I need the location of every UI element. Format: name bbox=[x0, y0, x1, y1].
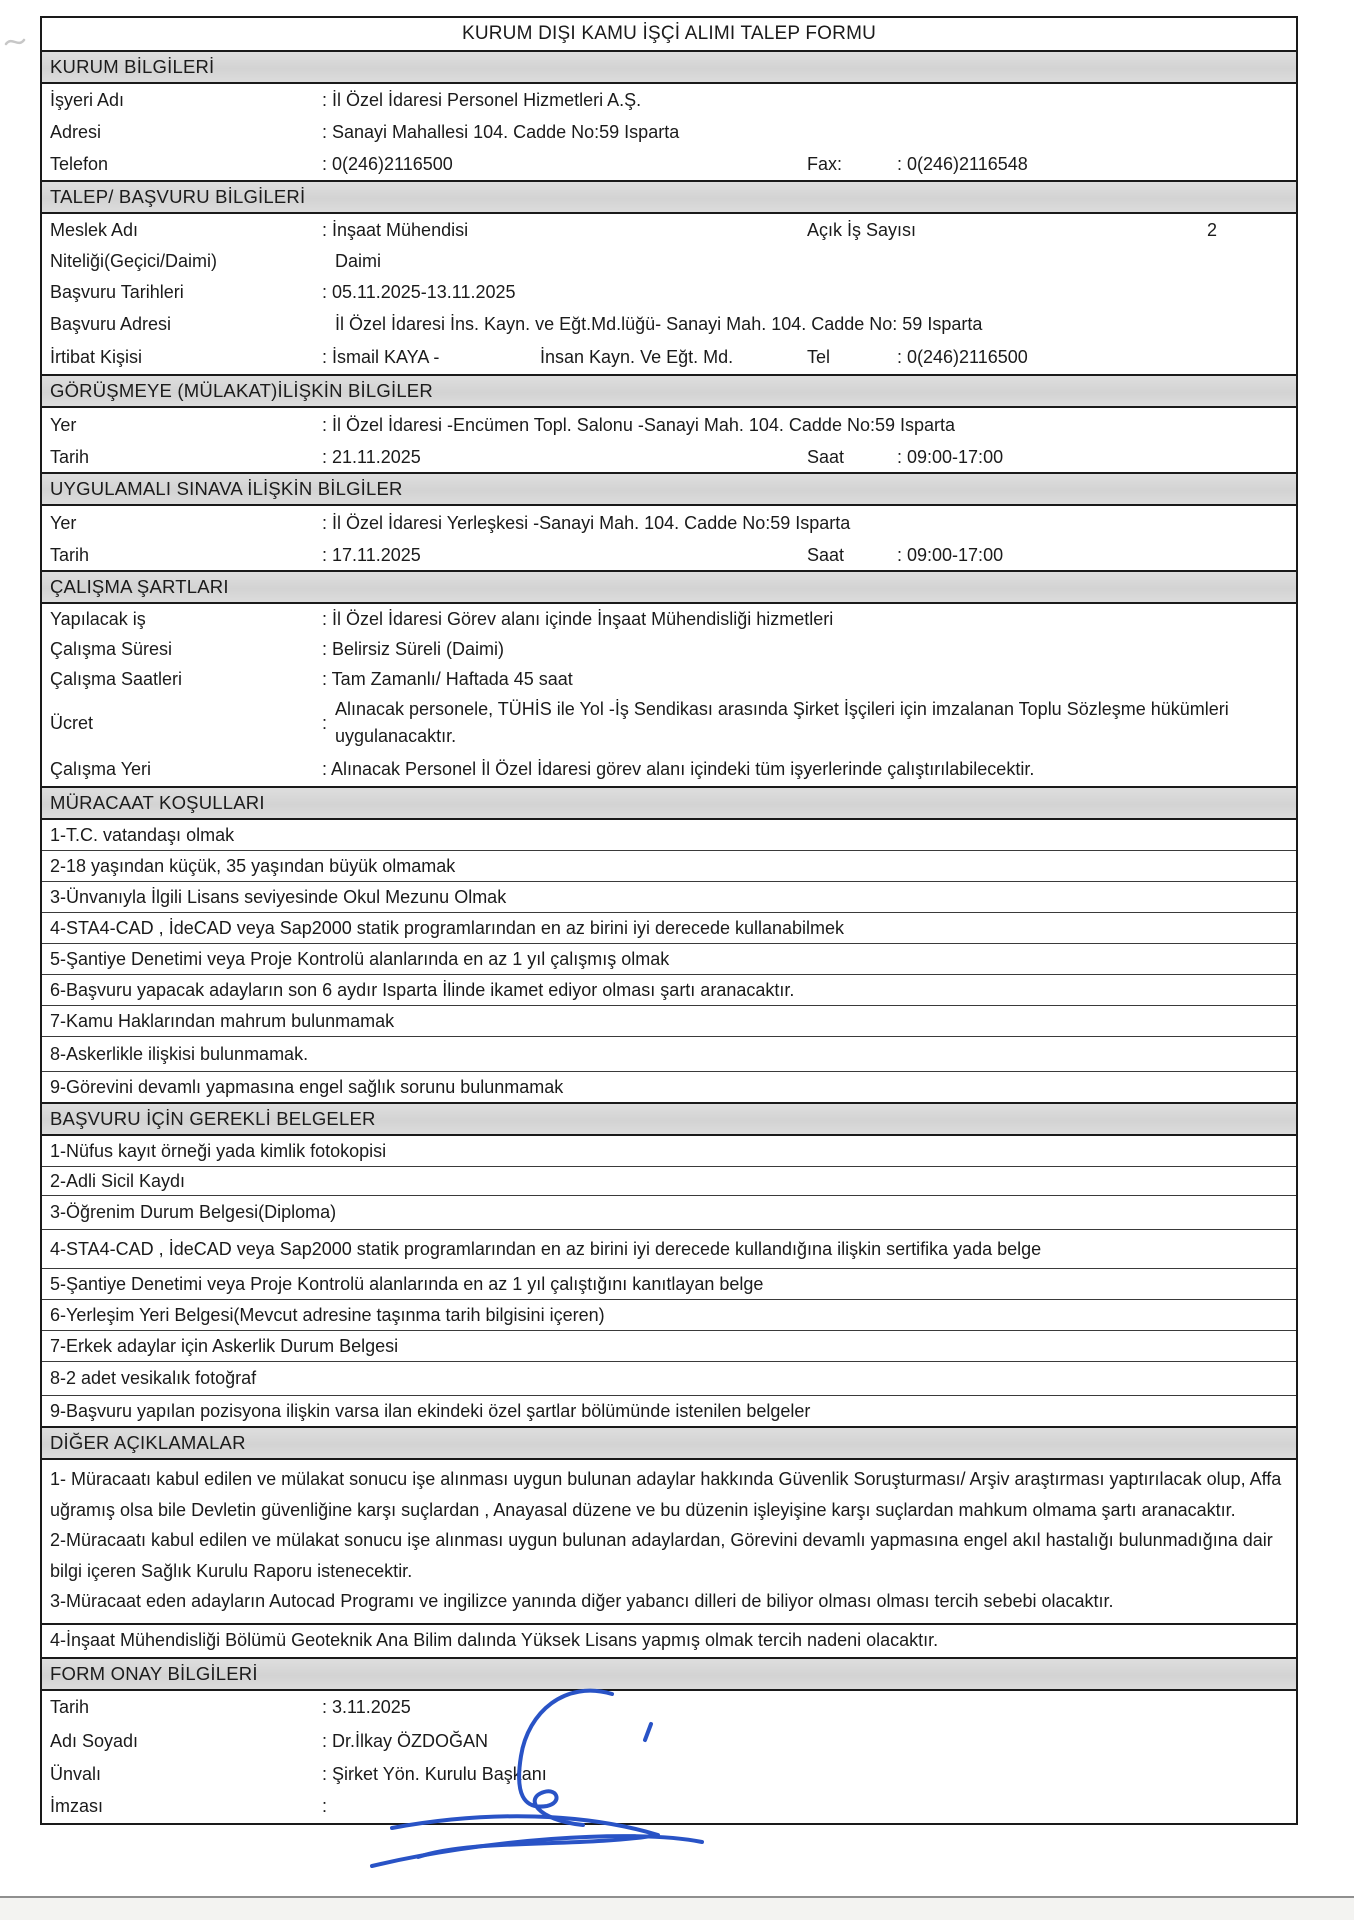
field-value: : İnşaat Mühendisi bbox=[322, 219, 469, 240]
section-header-calisma-sartlari: ÇALIŞMA ŞARTLARI bbox=[42, 570, 1296, 604]
section-header-gerekli-belgeler: BAŞVURU İÇİN GEREKLİ BELGELER bbox=[42, 1102, 1296, 1136]
field-row-sinav-tarih bbox=[42, 540, 1296, 570]
field-row-meslek-adi bbox=[42, 214, 1296, 246]
field-value: : Belirsiz Süreli (Daimi) bbox=[322, 638, 505, 659]
field-row-telefon bbox=[42, 148, 1296, 180]
list-item: 7-Erkek adaylar için Askerlik Durum Belgesi bbox=[42, 1331, 1296, 1362]
list-item: 6-Başvuru yapacak adayların son 6 aydır Isparta İlinde ikamet ediyor olması şartı aranacaktır. bbox=[42, 975, 1296, 1006]
field-label-tel: Tel bbox=[807, 346, 831, 367]
field-row-calisma-saatleri bbox=[42, 664, 1296, 694]
diger-paragraphs bbox=[42, 1460, 1296, 1623]
scan-edge-line bbox=[0, 1896, 1354, 1920]
field-row-ucret bbox=[42, 694, 1296, 752]
field-row-yapilacak-is bbox=[42, 604, 1296, 634]
field-value: : 0(246)2116500 bbox=[322, 153, 453, 174]
section-header-diger-aciklamalar: DİĞER AÇIKLAMALAR bbox=[42, 1426, 1296, 1460]
list-item: 8-Askerlikle ilişkisi bulunmamak. bbox=[42, 1037, 1296, 1072]
paragraph: 3-Müracaat eden adayların Autocad Programı ve ingilizce yanında diğer yabancı dilleri de biliyor olması olması tercih sebebi olacaktır. bbox=[50, 1591, 1114, 1611]
field-row-sinav-yer bbox=[42, 506, 1296, 540]
field-row-gorusme-yer bbox=[42, 408, 1296, 442]
field-value: : Tam Zamanlı/ Haftada 45 saat bbox=[322, 668, 573, 689]
list-item: 2-18 yaşından küçük, 35 yaşından büyük olmamak bbox=[42, 851, 1296, 882]
field-value: : 05.11.2025-13.11.2025 bbox=[322, 281, 516, 302]
field-label-fax: Fax: bbox=[807, 153, 843, 174]
list-item: 4-STA4-CAD , İdeCAD veya Sap2000 statik programlarından en az birini iyi derecede kullanabilmek bbox=[42, 913, 1296, 944]
list-item: 5-Şantiye Denetimi veya Proje Kontrolü alanlarında en az 1 yıl çalışmış olmak bbox=[42, 944, 1296, 975]
field-value-saat: : 09:00-17:00 bbox=[897, 446, 1004, 467]
field-row-onay-tarih bbox=[42, 1691, 1296, 1725]
list-item: 3-Ünvanıyla İlgili Lisans seviyesinde Okul Mezunu Olmak bbox=[42, 882, 1296, 913]
field-value: Daimi bbox=[335, 250, 382, 271]
list-item: 1-Nüfus kayıt örneği yada kimlik fotokopisi bbox=[42, 1136, 1296, 1167]
field-label: Adresi bbox=[50, 121, 102, 142]
list-item: 4-STA4-CAD , İdeCAD veya Sap2000 statik programlarından en az birini iyi derecede kullandığına ilişkin sertifika yada belge bbox=[42, 1230, 1296, 1269]
belgeler-list bbox=[42, 1136, 1296, 1426]
field-value: : İl Özel İdaresi Personel Hizmetleri A.Ş. bbox=[322, 89, 642, 110]
paragraph: 1- Müracaatı kabul edilen ve mülakat sonucu işe alınması uygun bulunan adaylar hakkında Güvenlik Soruşturması/ Arşiv araştırması yaptırılacak olup, Affa uğramış olsa bile Devletin güvenliğine karşı suçlardan , Anayasal düzene ve bu düzenin işleyişine karşı suçlardan mahkum olmama şartı aranacaktır. bbox=[50, 1469, 1282, 1520]
list-item: 8-2 adet vesikalık fotoğraf bbox=[42, 1362, 1296, 1396]
field-value: : 21.11.2025 bbox=[322, 446, 421, 467]
field-row-niteligi bbox=[42, 246, 1296, 276]
field-value-saat: : 09:00-17:00 bbox=[897, 544, 1004, 565]
section-header-form-onay: FORM ONAY BİLGİLERİ bbox=[42, 1657, 1296, 1691]
field-label: Tarih bbox=[50, 544, 90, 565]
field-label-acik-is-sayisi: Açık İş Sayısı bbox=[807, 219, 917, 240]
field-label: İrtibat Kişisi bbox=[50, 346, 143, 367]
margin-pen-mark bbox=[4, 28, 38, 58]
list-item: 7-Kamu Haklarından mahrum bulunmamak bbox=[42, 1006, 1296, 1037]
list-item: 9-Görevini devamlı yapmasına engel sağlık sorunu bulunmamak bbox=[50, 1076, 564, 1097]
talep-formu bbox=[40, 16, 1298, 1825]
field-label: Tarih bbox=[50, 1697, 90, 1717]
field-value: : 3.11.2025 bbox=[322, 1697, 411, 1717]
list-item: 6-Yerleşim Yeri Belgesi(Mevcut adresine taşınma tarih bilgisini içeren) bbox=[42, 1300, 1296, 1331]
section-header-muracaat-kosullari: MÜRACAAT KOŞULLARI bbox=[42, 786, 1296, 820]
field-row-onay-unvani bbox=[42, 1759, 1296, 1791]
section-header-talep-basvuru: TALEP/ BAŞVURU BİLGİLERİ bbox=[42, 180, 1296, 214]
field-label: Yapılacak iş bbox=[50, 608, 146, 629]
field-label: Tarih bbox=[50, 446, 90, 467]
list-item: 3-Öğrenim Durum Belgesi(Diploma) bbox=[42, 1196, 1296, 1230]
field-value: : Şirket Yön. Kurulu Başkanı bbox=[322, 1764, 547, 1784]
field-row-gorusme-tarih bbox=[42, 442, 1296, 472]
field-value: : İsmail KAYA - bbox=[322, 346, 440, 367]
field-label: Ünvalı bbox=[50, 1764, 102, 1784]
field-row-onay-adi-soyadi bbox=[42, 1725, 1296, 1759]
field-label: Çalışma Süresi bbox=[50, 638, 173, 659]
field-value: : Sanayi Mahallesi 104. Cadde No:59 Isparta bbox=[322, 121, 680, 142]
field-label: Niteliği(Geçici/Daimi) bbox=[50, 250, 218, 271]
field-label: Yer bbox=[50, 512, 77, 533]
field-value: : İl Özel İdaresi -Encümen Topl. Salonu -Sanayi Mah. 104. Cadde No:59 Isparta bbox=[322, 414, 956, 435]
field-value-fax: : 0(246)2116548 bbox=[897, 153, 1028, 174]
field-colon: : bbox=[322, 712, 328, 733]
field-label: Başvuru Tarihleri bbox=[50, 281, 184, 302]
field-label: Adı Soyadı bbox=[50, 1731, 139, 1751]
field-value: : Alınacak Personel İl Özel İdaresi görev alanı içindeki tüm işyerlerinde çalıştırılabilecektir. bbox=[322, 758, 1035, 779]
field-row-basvuru-tarihleri bbox=[42, 276, 1296, 308]
field-label: İşyeri Adı bbox=[50, 89, 125, 110]
section-header-kurum-bilgileri: KURUM BİLGİLERİ bbox=[42, 50, 1296, 84]
field-label: Başvuru Adresi bbox=[50, 313, 172, 334]
list-item: 1-T.C. vatandaşı olmak bbox=[42, 820, 1296, 851]
field-row-calisma-suresi bbox=[42, 634, 1296, 664]
field-label: Meslek Adı bbox=[50, 219, 139, 240]
field-value-irtibat-birim: İnsan Kayn. Ve Eğt. Md. bbox=[540, 346, 734, 367]
list-item: 9-Başvuru yapılan pozisyona ilişkin varsa ilan ekindeki özel şartlar bölümünde istenilen belgeler bbox=[50, 1400, 811, 1421]
field-value: : İl Özel İdaresi Görev alanı içinde İnşaat Mühendisliği hizmetleri bbox=[322, 608, 834, 629]
field-value: : 17.11.2025 bbox=[322, 544, 421, 565]
field-value-tel: : 0(246)2116500 bbox=[897, 346, 1028, 367]
field-value: : Dr.İlkay ÖZDOĞAN bbox=[322, 1731, 489, 1751]
field-value: : bbox=[322, 1796, 328, 1816]
paragraph: 2-Müracaatı kabul edilen ve mülakat sonucu işe alınması uygun bulunan adaylardan, Görevini devamlı yapmasına engel akıl hastalığı bulunmadığına dair bilgi içeren Sağlık Kurulu Raporu istenecektir. bbox=[50, 1530, 1273, 1581]
field-label: Yer bbox=[50, 414, 77, 435]
section-header-sinav: UYGULAMALI SINAVA İLİŞKİN BİLGİLER bbox=[42, 472, 1296, 506]
field-label: Çalışma Yeri bbox=[50, 758, 152, 779]
form-title: KURUM DIŞI KAMU İŞÇİ ALIMI TALEP FORMU bbox=[461, 23, 877, 44]
list-item: 5-Şantiye Denetimi veya Proje Kontrolü alanlarında en az 1 yıl çalıştığını kanıtlayan belge bbox=[42, 1269, 1296, 1300]
field-value: İl Özel İdaresi İns. Kayn. ve Eğt.Md.lüğü- Sanayi Mah. 104. Cadde No: 59 Isparta bbox=[335, 313, 983, 334]
field-value: Alınacak personele, TÜHİS ile Yol -İş Sendikası arasında Şirket İşçileri için imzalanan Toplu Sözleşme hükümleri uygulanacaktır. bbox=[335, 699, 1229, 746]
field-row-isyeri-adi bbox=[42, 84, 1296, 116]
field-row-basvuru-adresi bbox=[42, 308, 1296, 340]
field-label: Telefon bbox=[50, 153, 109, 174]
field-row-irtibat-kisisi bbox=[42, 340, 1296, 374]
diger-item-4: 4-İnşaat Mühendisliği Bölümü Geoteknik Ana Bilim dalında Yüksek Lisans yapmış olmak tercih nadeni olacaktır. bbox=[42, 1623, 1296, 1657]
field-label: İmzası bbox=[50, 1796, 104, 1816]
field-label: Ücret bbox=[50, 712, 94, 733]
field-value: : İl Özel İdaresi Yerleşkesi -Sanayi Mah. 104. Cadde No:59 Isparta bbox=[322, 512, 851, 533]
list-item: 2-Adli Sicil Kaydı bbox=[42, 1167, 1296, 1196]
field-label: Çalışma Saatleri bbox=[50, 668, 183, 689]
section-header-gorusme: GÖRÜŞMEYE (MÜLAKAT)İLİŞKİN BİLGİLER bbox=[42, 374, 1296, 408]
muracaat-list bbox=[42, 820, 1296, 1102]
field-row-calisma-yeri bbox=[42, 752, 1296, 786]
field-row-onay-imzasi bbox=[42, 1791, 1296, 1823]
field-value-acik-is-sayisi: 2 bbox=[1207, 219, 1218, 240]
field-label-saat: Saat bbox=[807, 446, 845, 467]
field-row-adresi bbox=[42, 116, 1296, 148]
field-label-saat: Saat bbox=[807, 544, 845, 565]
